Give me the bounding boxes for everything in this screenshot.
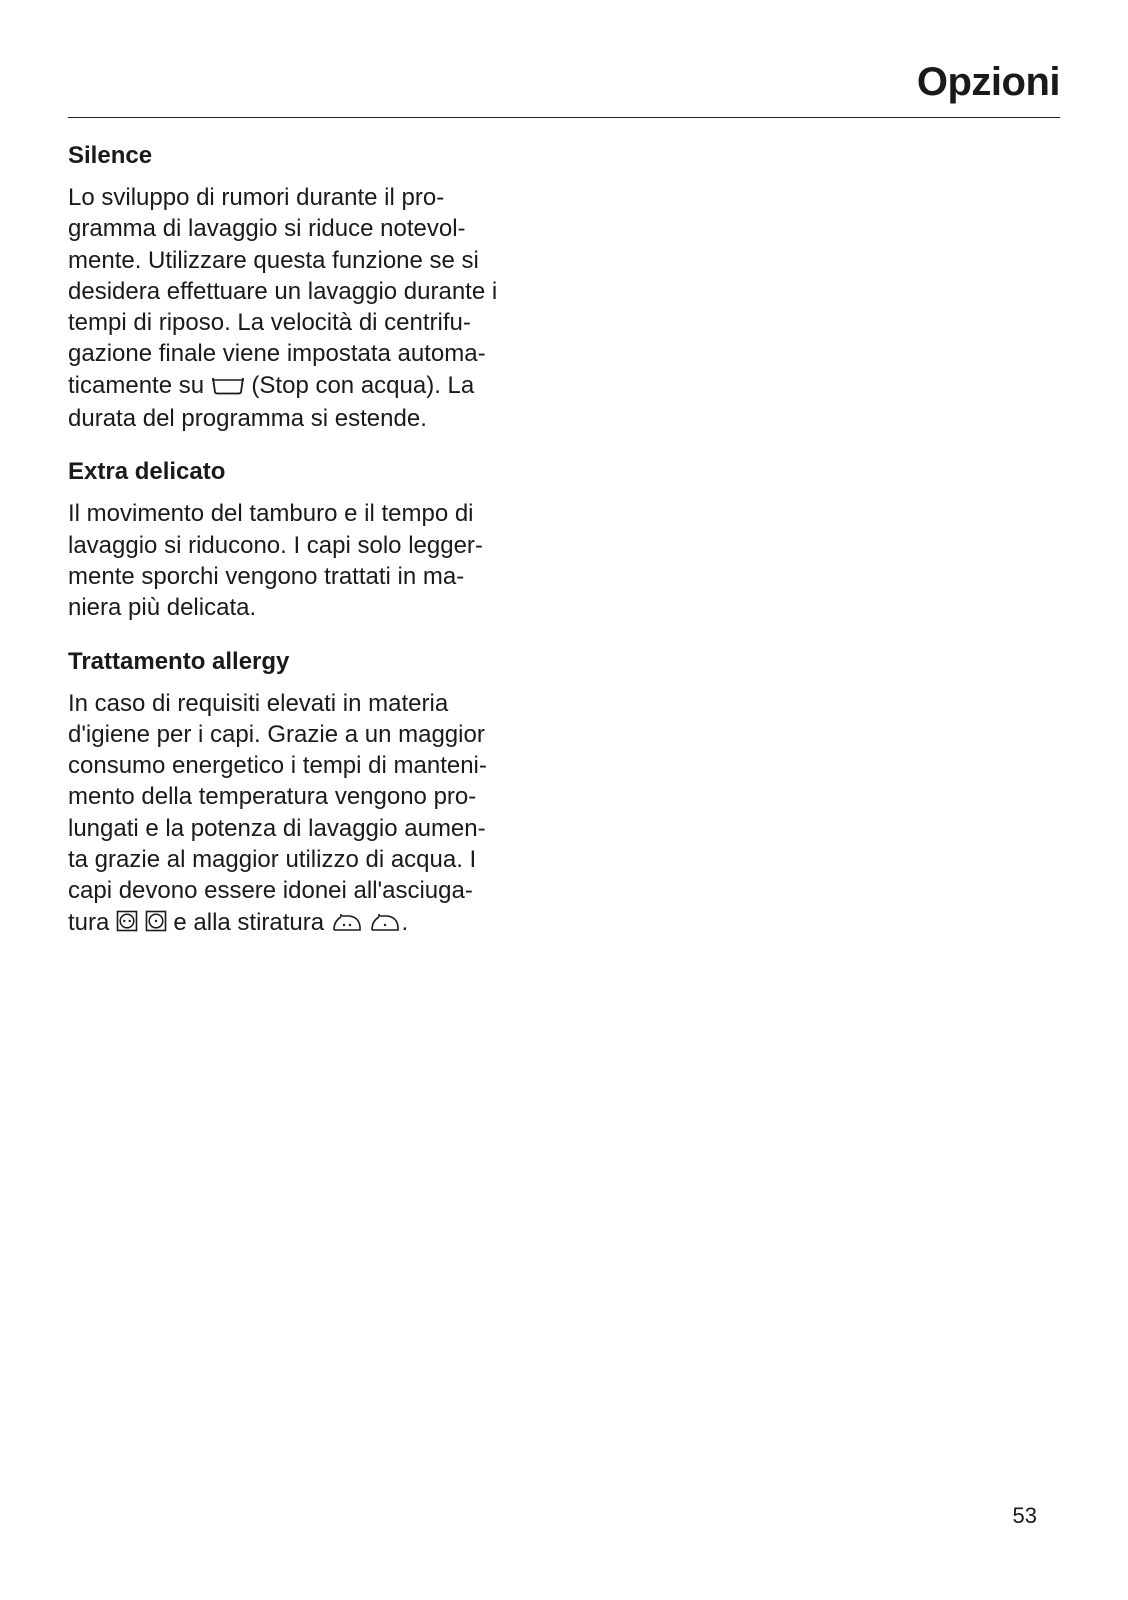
text-fragment: (Stop con acqua). La — [251, 371, 475, 399]
tumble-dry-one-dot-icon — [145, 909, 167, 940]
tumble-dry-two-dots-icon — [116, 909, 138, 940]
text-line: d'igiene per i capi. Grazie a un maggior — [68, 720, 485, 748]
text-fragment: e alla stiratura — [173, 908, 325, 936]
section-body-silence — [68, 182, 568, 434]
text-line: gazione finale viene impostata automa- — [68, 340, 486, 368]
iron-one-dot-icon — [369, 909, 401, 940]
section-body-extra-delicato — [68, 498, 568, 623]
text-fragment: ticamente su — [68, 371, 205, 399]
text-fragment: . — [401, 908, 409, 936]
text-line-with-symbols — [68, 907, 568, 940]
text-line: mente. Utilizzare questa funzione se si — [68, 246, 479, 274]
text-line: gramma di lavaggio si riduce notevol- — [68, 215, 466, 243]
text-line-with-symbol — [68, 370, 568, 403]
rinse-hold-tub-icon — [211, 372, 245, 403]
text-line: mento della temperatura vengono pro- — [68, 783, 477, 811]
text-line: ta grazie al maggior utilizzo di acqua. I — [68, 846, 477, 874]
text-line: desidera effettuare un lavaggio durante i — [68, 277, 498, 305]
text-line: consumo energetico i tempi di manteni- — [68, 752, 487, 780]
text-fragment: tura — [68, 908, 110, 936]
text-line: durata del programma si estende. — [68, 405, 427, 433]
section-heading-silence: Silence — [68, 142, 153, 169]
text-line: Il movimento del tamburo e il tempo di — [68, 500, 474, 528]
section-trattamento-allergy — [68, 646, 568, 940]
text-line: lavaggio si riducono. I capi solo legger- — [68, 531, 483, 559]
section-heading-extra-delicato: Extra delicato — [68, 458, 226, 486]
document-body — [68, 140, 568, 962]
section-extra-delicato — [68, 456, 568, 623]
text-line: lungati e la potenza di lavaggio aumen- — [68, 814, 486, 842]
header-divider — [68, 117, 1060, 118]
page-number: 53 — [1012, 1503, 1037, 1528]
text-line: tempi di riposo. La velocità di centrifu- — [68, 309, 471, 337]
section-silence — [68, 140, 568, 434]
text-line: In caso di requisiti elevati in materia — [68, 689, 449, 717]
section-body-trattamento-allergy — [68, 688, 568, 940]
iron-two-dots-icon — [331, 909, 363, 940]
section-heading-trattamento-allergy: Trattamento allergy — [68, 647, 290, 675]
text-line: mente sporchi vengono trattati in ma- — [68, 562, 465, 590]
text-line: niera più delicata. — [68, 594, 257, 622]
text-line: Lo sviluppo di rumori durante il pro- — [68, 184, 445, 211]
text-line: capi devono essere idonei all'asciuga- — [68, 877, 473, 905]
page-title: Opzioni — [916, 60, 1060, 104]
